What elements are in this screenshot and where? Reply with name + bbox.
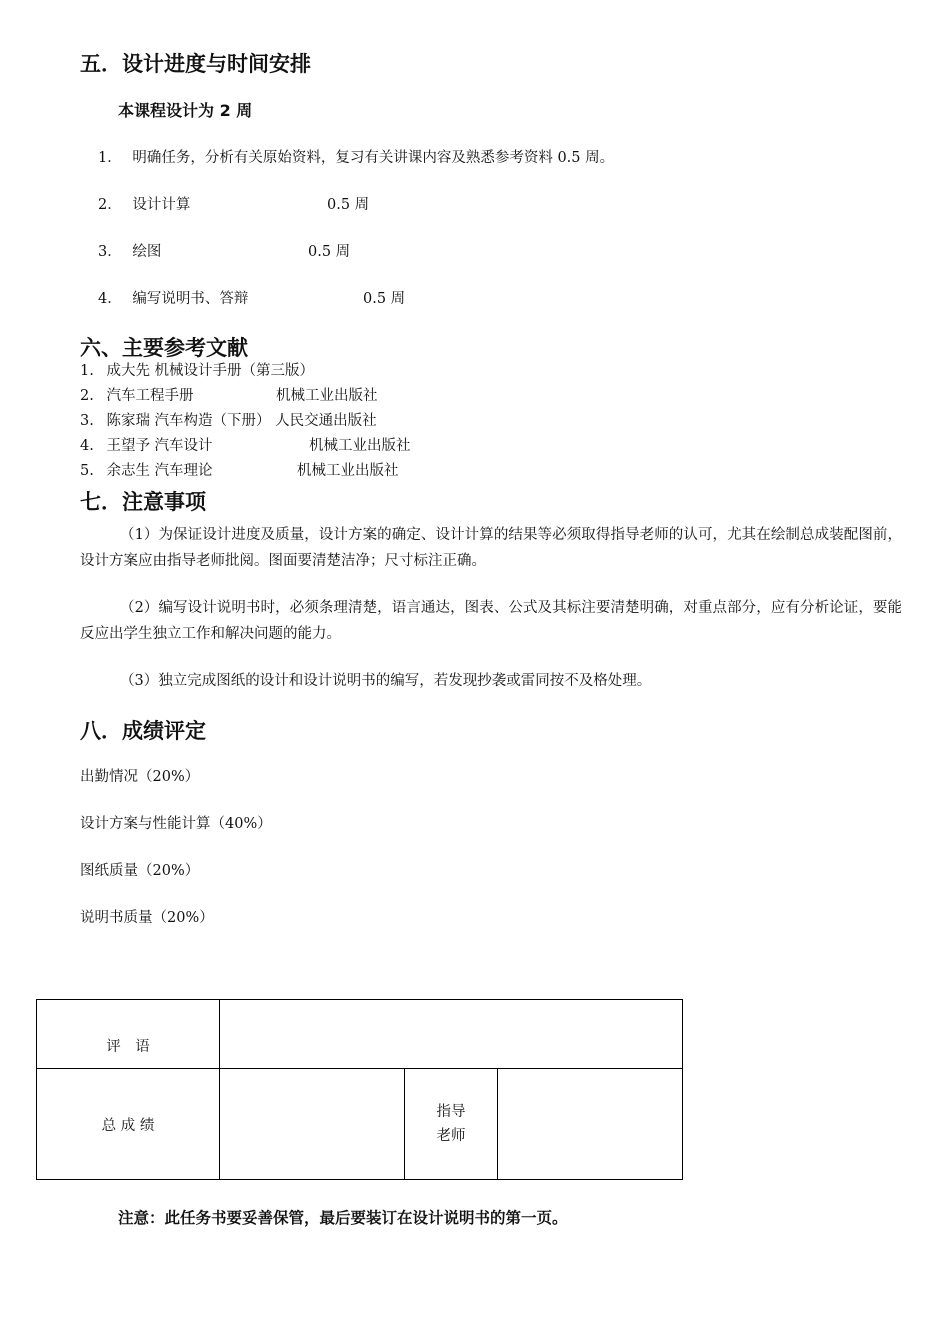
schedule-item-text: 绘图	[132, 244, 162, 260]
total-score-input-cell[interactable]	[220, 1069, 405, 1180]
final-note: 注意：此任务书要妥善保管，最后要装订在设计说明书的第一页。	[118, 1209, 568, 1227]
reference-text: 汽车工程手册	[106, 388, 194, 404]
schedule-item-2	[98, 193, 190, 214]
teacher-signature-cell[interactable]	[498, 1069, 683, 1180]
reference-item-3	[80, 409, 377, 430]
reference-publisher: 机械工业出版社	[276, 388, 378, 404]
schedule-item-1	[98, 146, 614, 167]
section7-title: 七．注意事项	[80, 490, 206, 514]
reference-number: 1.	[80, 363, 94, 379]
reference-number: 3.	[80, 413, 94, 429]
reference-number: 5.	[80, 463, 94, 479]
schedule-item-text: 设计计算	[132, 197, 191, 213]
total-score-label-cell	[37, 1069, 220, 1180]
notice-paragraph-2: （2）编写设计说明书时，必须条理清楚，语言通达，图表、公式及其标注要清楚明确，对重点部分，应有分析论证，要能反应出学生独立工作和解决问题的能力。	[80, 600, 902, 642]
reference-item-1	[80, 359, 314, 380]
reference-text: 王望予 汽车设计	[106, 438, 213, 454]
section6-title: 六、主要参考文献	[80, 336, 248, 360]
reference-text: 余志生 汽车理论	[106, 463, 213, 479]
grading-item: 图纸质量（20%）	[80, 863, 200, 879]
schedule-item-number: 3．	[98, 244, 122, 260]
reference-number: 4.	[80, 438, 94, 454]
comment-input-cell[interactable]	[220, 1000, 683, 1069]
schedule-item-text: 明确任务，分析有关原始资料，复习有关讲课内容及熟悉参考资料 0.5 周。	[132, 150, 615, 166]
notice-paragraph-1: （1）为保证设计进度及质量，设计方案的确定、设计计算的结果等必须取得指导老师的认可，尤其在绘制总成装配图前，设计方案应由指导老师批阅。图面要清楚洁净；尺寸标注正确。	[80, 527, 902, 569]
schedule-item-duration: 0.5 周	[363, 291, 406, 307]
schedule-item-3	[98, 240, 161, 261]
schedule-item-text: 编写说明书、答辩	[132, 291, 249, 307]
schedule-item-4	[98, 287, 248, 308]
schedule-item-duration: 0.5 周	[308, 244, 351, 260]
reference-publisher: 机械工业出版社	[309, 438, 411, 454]
reference-text: 陈家瑞 汽车构造（下册） 人民交通出版社	[106, 413, 377, 429]
reference-text: 成大先 机械设计手册（第三版）	[106, 363, 315, 379]
schedule-item-number: 4．	[98, 291, 122, 307]
schedule-item-number: 1．	[98, 150, 122, 166]
reference-item-5	[80, 459, 213, 480]
reference-item-2	[80, 384, 193, 405]
section5-title: 五．设计进度与时间安排	[80, 52, 311, 76]
schedule-item-number: 2．	[98, 197, 122, 213]
teacher-label-line1: 指导	[436, 1104, 466, 1120]
reference-publisher: 机械工业出版社	[297, 463, 399, 479]
grading-item: 说明书质量（20%）	[80, 910, 214, 926]
reference-item-4	[80, 434, 213, 455]
grading-item: 设计方案与性能计算（40%）	[80, 816, 272, 832]
teacher-label-line2: 老师	[436, 1128, 466, 1144]
grading-item: 出勤情况（20%）	[80, 769, 200, 785]
section8-title: 八．成绩评定	[80, 719, 206, 743]
reference-number: 2.	[80, 388, 94, 404]
schedule-item-duration: 0.5 周	[327, 197, 370, 213]
section5-subtitle: 本课程设计为 2 周	[118, 101, 253, 120]
teacher-label-cell	[405, 1069, 498, 1180]
total-score-label: 总 成 绩	[101, 1117, 155, 1134]
comment-label: 评 语	[106, 1039, 150, 1055]
comment-label-cell	[37, 1000, 220, 1069]
notice-paragraph-3: （3）独立完成图纸的设计和设计说明书的编写，若发现抄袭或雷同按不及格处理。	[120, 673, 652, 689]
grade-table	[36, 999, 683, 1180]
